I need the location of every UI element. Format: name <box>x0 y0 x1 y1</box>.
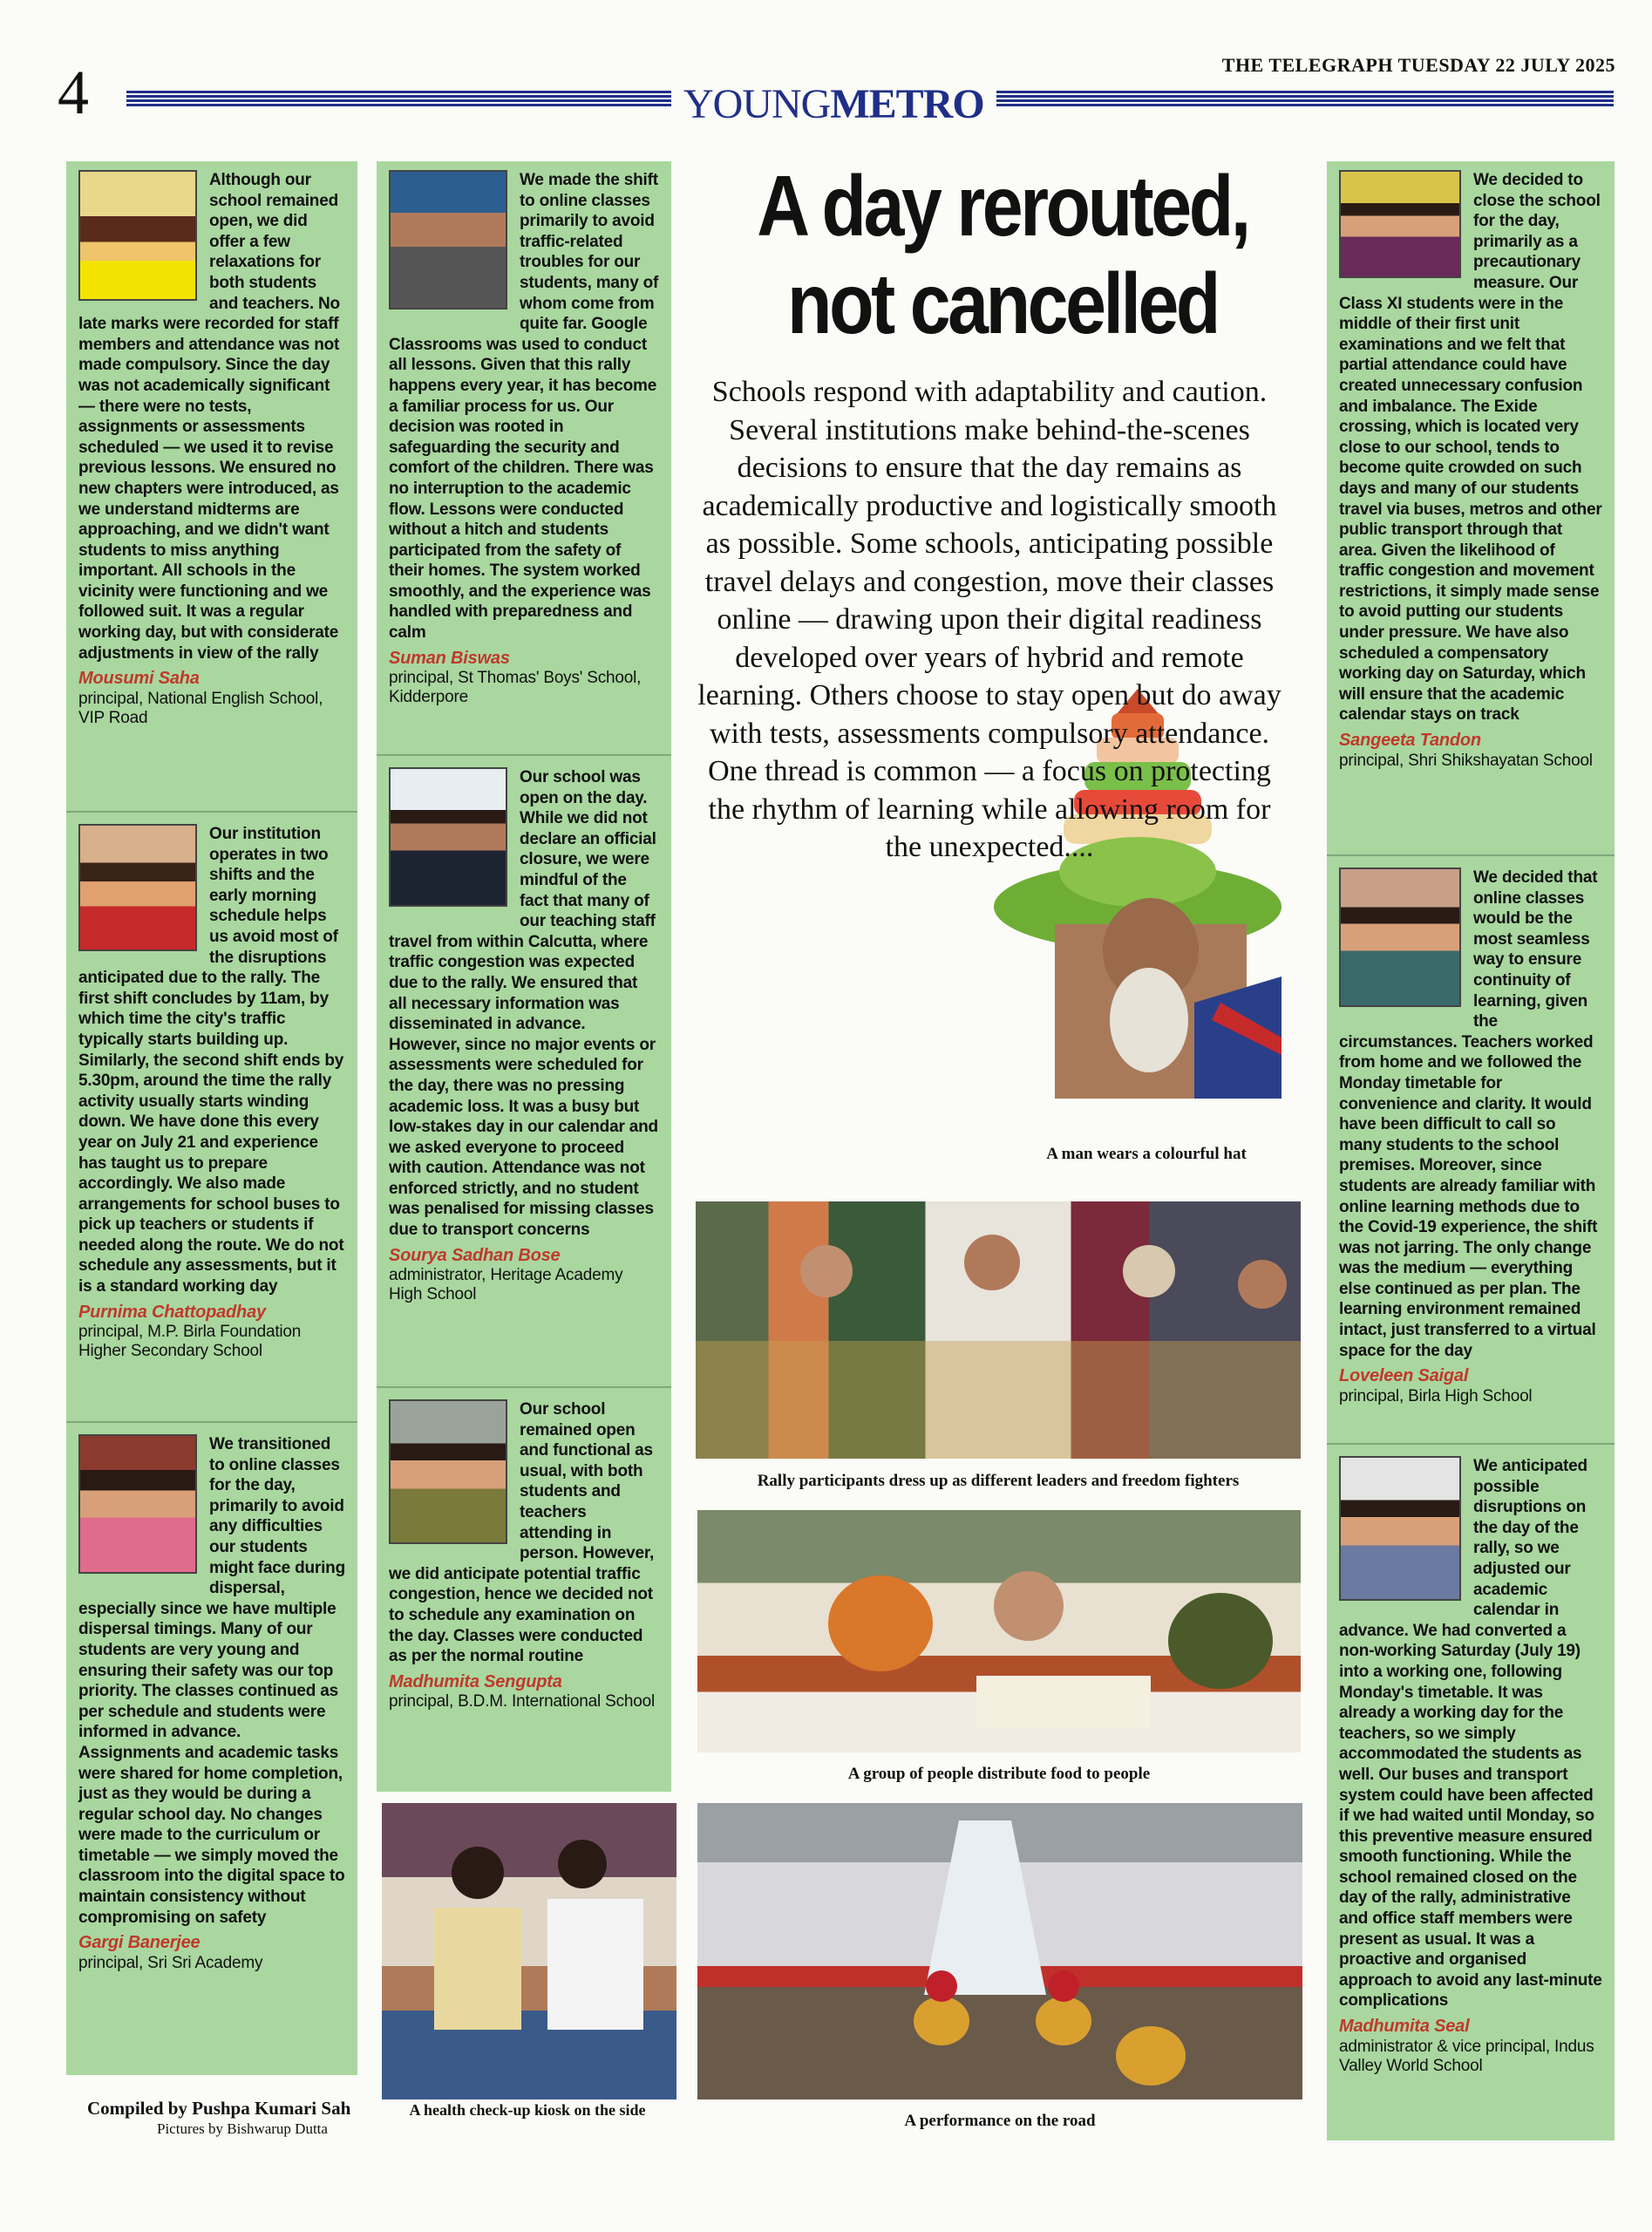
quote-text: We transitioned to online classes for the day, primarily to avoid any difficulties our students might face during dispersal, especially since we have multiple dispersal timings. Many of our students are very young and ensuring their safety was our top priority. The classes continued as per schedule and students were informed in advance. Assignments and academic tasks were shared for home completion, just as they would be during a regular school day. No changes were made to the curriculum or timetable — we simply moved the classroom into the digital space to maintain consistency without compromising on safety <box>78 1435 345 1927</box>
quote-role: principal, Sri Sri Academy <box>78 1953 263 1972</box>
quote-role: administrator & vice principal, Indus Valley World School <box>1339 2037 1594 2075</box>
quote-text: Although our school remained open, we did offer a few relaxations for both students and teachers. No late marks were recorded for staff members and attendance was not made compulsory. Since the day was not academically significant — there were no tests, assignments or assessments scheduled — we used it to revise previous lessons. We ensured no new chapters were introduced, as we understand midterms are approaching, and we didn't want students to miss anything important. All schools in the vicinity were functioning and we followed suit. It was a regular working day, but with considerate adjustments in view of the rally <box>78 171 340 663</box>
quote-author: Mousumi Saha <box>78 669 200 689</box>
portrait-photo <box>1339 1456 1461 1601</box>
masthead <box>1222 54 1615 77</box>
credit-pictures: Pictures by Bishwarup Dutta <box>157 2120 328 2137</box>
quote-author: Sourya Sadhan Bose <box>389 1245 561 1265</box>
kiosk-illustration <box>382 1803 676 2099</box>
credit-compiled: Compiled by Pushpa Kumari Sah <box>87 2098 351 2119</box>
caption-food: A group of people distribute food to people <box>847 1765 1151 1783</box>
quote-author: Sangeeta Tandon <box>1339 731 1481 751</box>
portrait-photo <box>389 1399 507 1544</box>
page-number: 4 <box>58 58 89 127</box>
quote-role: principal, Birla High School <box>1339 1386 1533 1405</box>
quote-column-middle-left <box>377 161 671 1792</box>
quote-divider <box>1327 854 1615 856</box>
quote-text: We decided to close the school for the day, primarily as a precautionary measure. Our Class XI students were in the middle of their first unit examinations and we felt that partial attendance could have created unnecessary confusion and imbalance. The Exide crossing, which is located very close to our school, tends to become quite crowded on such days and many of our students travel via buses, metros and other public transport through that area. Given the likelihood of traffic congestion and movement restrictions, it simply made sense to avoid putting our students under pressure. We have also scheduled a compensatory working day on Saturday, which will ensure that the academic calendar stays on track <box>1339 171 1602 725</box>
portrait-photo <box>78 170 197 301</box>
quote-block <box>66 815 357 1361</box>
quote-role: principal, St Thomas' Boys' School, Kidderpore <box>389 669 642 707</box>
quote-divider <box>66 811 357 813</box>
kiosk-photo <box>382 1803 676 2099</box>
quote-role: principal, National English School, VIP Road <box>78 689 323 727</box>
section-label <box>671 81 996 127</box>
quote-block <box>377 759 671 1304</box>
quote-role: principal, Shri Shikshayatan School <box>1339 751 1593 770</box>
headline-line-1: A day rerouted, <box>757 158 1248 254</box>
portrait-photo <box>1339 170 1461 278</box>
quote-author: Loveleen Saigal <box>1339 1366 1469 1386</box>
quote-role: principal, B.D.M. International School <box>389 1692 656 1711</box>
quote-block <box>377 1391 671 1711</box>
caption-rally: Rally participants dress up as different leaders and freedom fighters <box>757 1472 1240 1490</box>
caption-hat: A man wears a colourful hat <box>1046 1145 1247 1163</box>
headline-line-2: not cancelled <box>787 255 1218 351</box>
quote-block <box>377 161 671 707</box>
quote-author: Madhumita Sengupta <box>389 1671 562 1691</box>
caption-kiosk: A health check-up kiosk on the side <box>409 2101 646 2119</box>
caption-performance: A performance on the road <box>904 2112 1096 2130</box>
quote-divider <box>1327 1443 1615 1445</box>
quote-author: Purnima Chattopadhay <box>78 1302 266 1322</box>
quote-text: We decided that online classes would be the most seamless way to ensure continuity of learning, given the circumstances. Teachers worked from home and we followed the Monday timetable for convenience and clarity. It would have been difficult to call so many students to the school premises. Moreover, since students are already familiar with online learning methods due to the Covid-19 experience, the shift was not jarring. The only change was the medium — everything else continued as per plan. The learning environment remained intact, just transferred to a virtual space for the day <box>1339 868 1598 1360</box>
portrait-photo <box>389 767 507 907</box>
section-label-bold: METRO <box>830 81 984 127</box>
dateline: TUESDAY 22 JULY 2025 <box>1397 54 1615 76</box>
quote-role: administrator, Heritage Academy High School <box>389 1266 623 1304</box>
rally-photo <box>696 1201 1301 1459</box>
section-label-light: YOUNG <box>683 81 831 127</box>
quote-role: principal, M.P. Birla Foundation Higher Secondary School <box>78 1323 302 1361</box>
quote-block <box>1327 859 1615 1406</box>
quote-divider <box>377 1386 671 1388</box>
quote-column-right <box>1327 161 1615 2140</box>
intro-text: Schools respond with adaptability and caution. Several institutions make behind-the-scenes decisions to ensure that the day remains as academically productive and logistically smooth as possible. Some schools, anticipating possible travel delays and congestion, move their classes online — drawing upon their digital readiness developed over years of hybrid and remote learning. Others choose to stay open but do away with tests, assessments compulsory attendance. One thread is common — a focus on protecting the rhythm of learning while allowing room for the unexpected.... <box>697 376 1281 863</box>
quote-text: Our school remained open and functional as usual, with both students and teachers attending in person. However, we did anticipate potential traffic congestion, hence we decided not to schedule any examination on the day. Classes were conducted as per the normal routine <box>389 1400 655 1666</box>
masthead-title: THE TELEGRAPH <box>1221 54 1393 76</box>
rally-illustration <box>696 1201 1301 1459</box>
quote-text: Our institution operates in two shifts and the early morning schedule helps us avoid most of the disruptions anticipated due to the rally. The first shift concludes by 11am, by which time the city's traffic typically starts building up. Similarly, the second shift ends by 5.30pm, around the time the rally activity usually starts winding down. We have done this every year on July 21 and experience has taught us to prepare accordingly. We also made arrangements for school buses to pick up teachers or students if needed along the route. We do not schedule any assessments, but it is a standard working day <box>78 825 344 1296</box>
quote-author: Gargi Banerjee <box>78 1933 201 1953</box>
quote-column-left <box>66 161 357 2075</box>
portrait-photo <box>78 824 197 951</box>
portrait-photo <box>1339 868 1461 1007</box>
quote-text: We made the shift to online classes primarily to avoid traffic-related troubles for our students, many of whom come from quite far. Google Classrooms was used to conduct all lessons. Given that this rally happens every year, it has become a familiar process for us. Our decision was rooted in safeguarding the security and comfort of the children. There was no interruption to the academic flow. Lessons were conducted without a hitch and students participated from the safety of their homes. The system worked smoothly, and the experience was handled with preparedness and calm <box>389 171 659 643</box>
quote-author: Suman Biswas <box>389 648 510 668</box>
portrait-photo <box>78 1434 197 1574</box>
quote-text: We anticipated possible disruptions on the day of the rally, so we adjusted our academic calendar in advance. We had converted a non-working Saturday (July 19) into a working one, following Monday's timetable. It was already a working day for the teachers, so we simply accommodated the students as well. Our buses and transport system could have been affected if we had waited until Monday, so this preventive measure ensured smooth functioning. While the school remained closed on the day of the rally, administrative and office staff members were present as usual. It was a proactive and organised approach to avoid any last-minute complications <box>1339 1457 1602 2011</box>
headline <box>732 157 1272 352</box>
quote-divider <box>66 1421 357 1423</box>
quote-text: Our school was open on the day. While we did not declare an official closure, we were mindful of the fact that many of our teaching staff travel from within Calcutta, where traffic congestion was expected due to the rally. We ensured that all necessary information was disseminated in advance. However, since no major events or assessments were scheduled for the day, there was no pressing academic loss. It was a busy but low-stakes day in our calendar and we asked everyone to proceed with caution. Attendance was not enforced strictly, and no student was penalised for missing classes due to transport concerns <box>389 768 658 1240</box>
quote-block <box>66 161 357 728</box>
quote-divider <box>377 754 671 756</box>
portrait-photo <box>389 170 507 310</box>
quote-block <box>1327 1447 1615 2076</box>
quote-author: Madhumita Seal <box>1339 2017 1470 2037</box>
food-photo <box>697 1510 1301 1752</box>
quote-block <box>66 1426 357 1973</box>
food-illustration <box>697 1510 1301 1752</box>
performance-illustration <box>697 1803 1302 2099</box>
performance-photo <box>697 1803 1302 2099</box>
quote-block <box>1327 161 1615 771</box>
